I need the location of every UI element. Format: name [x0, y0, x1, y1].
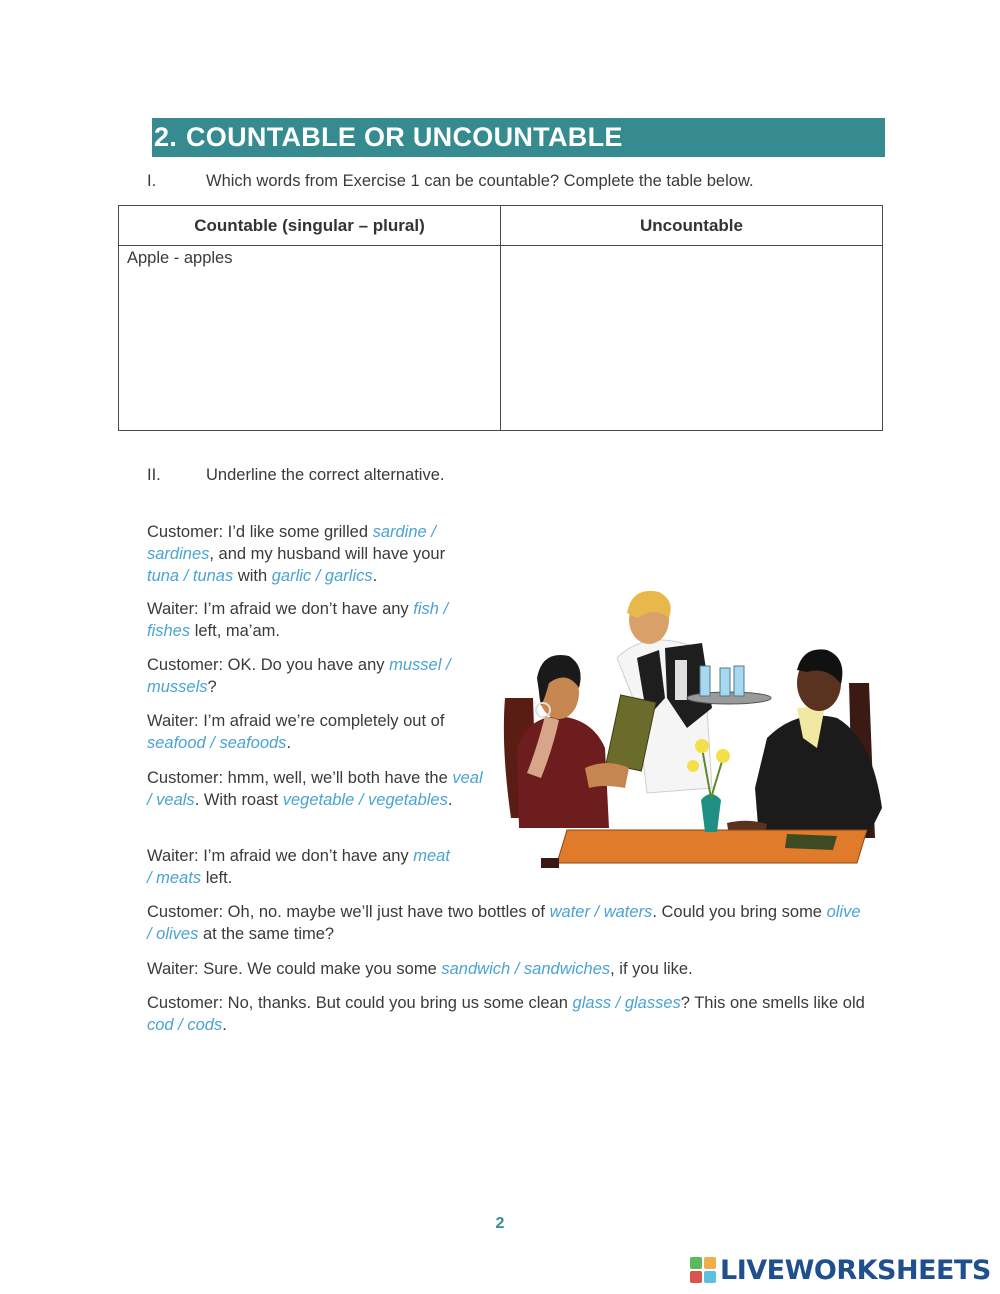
- word-alternative[interactable]: fish / fishes: [147, 600, 449, 640]
- word-alternative[interactable]: olive / olives: [147, 903, 861, 943]
- exercise-2-numeral: II.: [147, 466, 161, 484]
- section-number: 2.: [154, 122, 178, 152]
- dialogue-text: at the same time?: [198, 925, 335, 943]
- dialogue-line: [147, 521, 477, 587]
- page-number: 2: [495, 1215, 505, 1232]
- word-alternative[interactable]: mussel / mussels: [147, 656, 451, 696]
- dialogue-text: Customer: No, thanks. But could you bring us some clean: [147, 994, 573, 1012]
- dialogue-text: ?: [207, 678, 217, 696]
- dialogue-text: . Could you bring some: [652, 903, 827, 921]
- dialogue-text: with: [233, 567, 272, 585]
- word-alternative[interactable]: sardine / sardines: [147, 523, 436, 563]
- uncountable-cell[interactable]: [501, 246, 883, 431]
- logo-text: LIVEWORKSHEETS: [720, 1254, 991, 1286]
- countable-header: Countable (singular – plural): [119, 206, 501, 246]
- dialogue-text: .: [222, 1016, 227, 1034]
- dialogue-text: left.: [201, 869, 233, 887]
- word-alternative[interactable]: cod / cods: [147, 1016, 223, 1034]
- dialogue-text: ? This one smells like old: [680, 994, 865, 1012]
- exercise-2-text: Underline the correct alternative.: [206, 466, 445, 484]
- countable-cell[interactable]: Apple - apples: [119, 246, 501, 431]
- dialogue-text: Waiter: I’m afraid we don’t have any: [147, 600, 414, 618]
- word-alternative[interactable]: seafood / seafoods: [147, 734, 287, 752]
- dialogue-text: . With roast: [194, 791, 283, 809]
- countable-table: [118, 205, 883, 431]
- dialogue-line: [147, 992, 877, 1036]
- dialogue-line: [147, 767, 487, 811]
- dialogue-text: Waiter: Sure. We could make you some: [147, 960, 442, 978]
- word-alternative[interactable]: sandwich / sandwiches: [441, 960, 611, 978]
- dialogue-line: [147, 654, 482, 698]
- word-alternative[interactable]: meat / meats: [147, 847, 450, 887]
- dialogue-text: , if you like.: [610, 960, 693, 978]
- dialogue-line: [147, 598, 492, 642]
- section-heading: [152, 118, 885, 157]
- dialogue-text: left, ma’am.: [190, 622, 280, 640]
- dialogue-text: Customer: hmm, well, we’ll both have the: [147, 769, 453, 787]
- word-alternative[interactable]: veal / veals: [147, 769, 483, 809]
- exercise-1-numeral: I.: [147, 172, 157, 190]
- dialogue-text: Customer: OK. Do you have any: [147, 656, 390, 674]
- uncountable-header: Uncountable: [501, 206, 883, 246]
- dialogue-text: , and my husband will have your: [209, 545, 446, 563]
- dialogue-text: .: [286, 734, 292, 752]
- word-alternative[interactable]: water / waters: [549, 903, 653, 921]
- dialogue-text: Customer: I’d like some grilled: [147, 523, 373, 541]
- dialogue-text: .: [447, 791, 453, 809]
- dialogue-line: [147, 901, 862, 945]
- liveworksheets-logo: [690, 1254, 991, 1286]
- section-title: COUNTABLE OR UNCOUNTABLE: [186, 122, 623, 152]
- word-alternative[interactable]: vegetable / vegetables: [282, 791, 448, 809]
- dialogue-text: Customer: Oh, no. maybe we’ll just have two bottles of: [147, 903, 550, 921]
- dialogue-text: Waiter: I’m afraid we’re completely out of: [147, 712, 445, 730]
- dialogue-line: [147, 845, 452, 889]
- dialogue-line: [147, 958, 862, 980]
- logo-mark-icon: [690, 1257, 716, 1283]
- man-figure: [727, 649, 882, 838]
- restaurant-illustration: [497, 588, 892, 873]
- word-alternative[interactable]: garlic / garlics: [271, 567, 373, 585]
- exercise-1-text: Which words from Exercise 1 can be countable? Complete the table below.: [206, 172, 754, 190]
- word-alternative[interactable]: glass / glasses: [572, 994, 681, 1012]
- dialogue-text: Waiter: I’m afraid we don’t have any: [147, 847, 414, 865]
- dialogue-text: .: [372, 567, 378, 585]
- word-alternative[interactable]: tuna / tunas: [147, 567, 234, 585]
- dialogue-line: [147, 710, 492, 754]
